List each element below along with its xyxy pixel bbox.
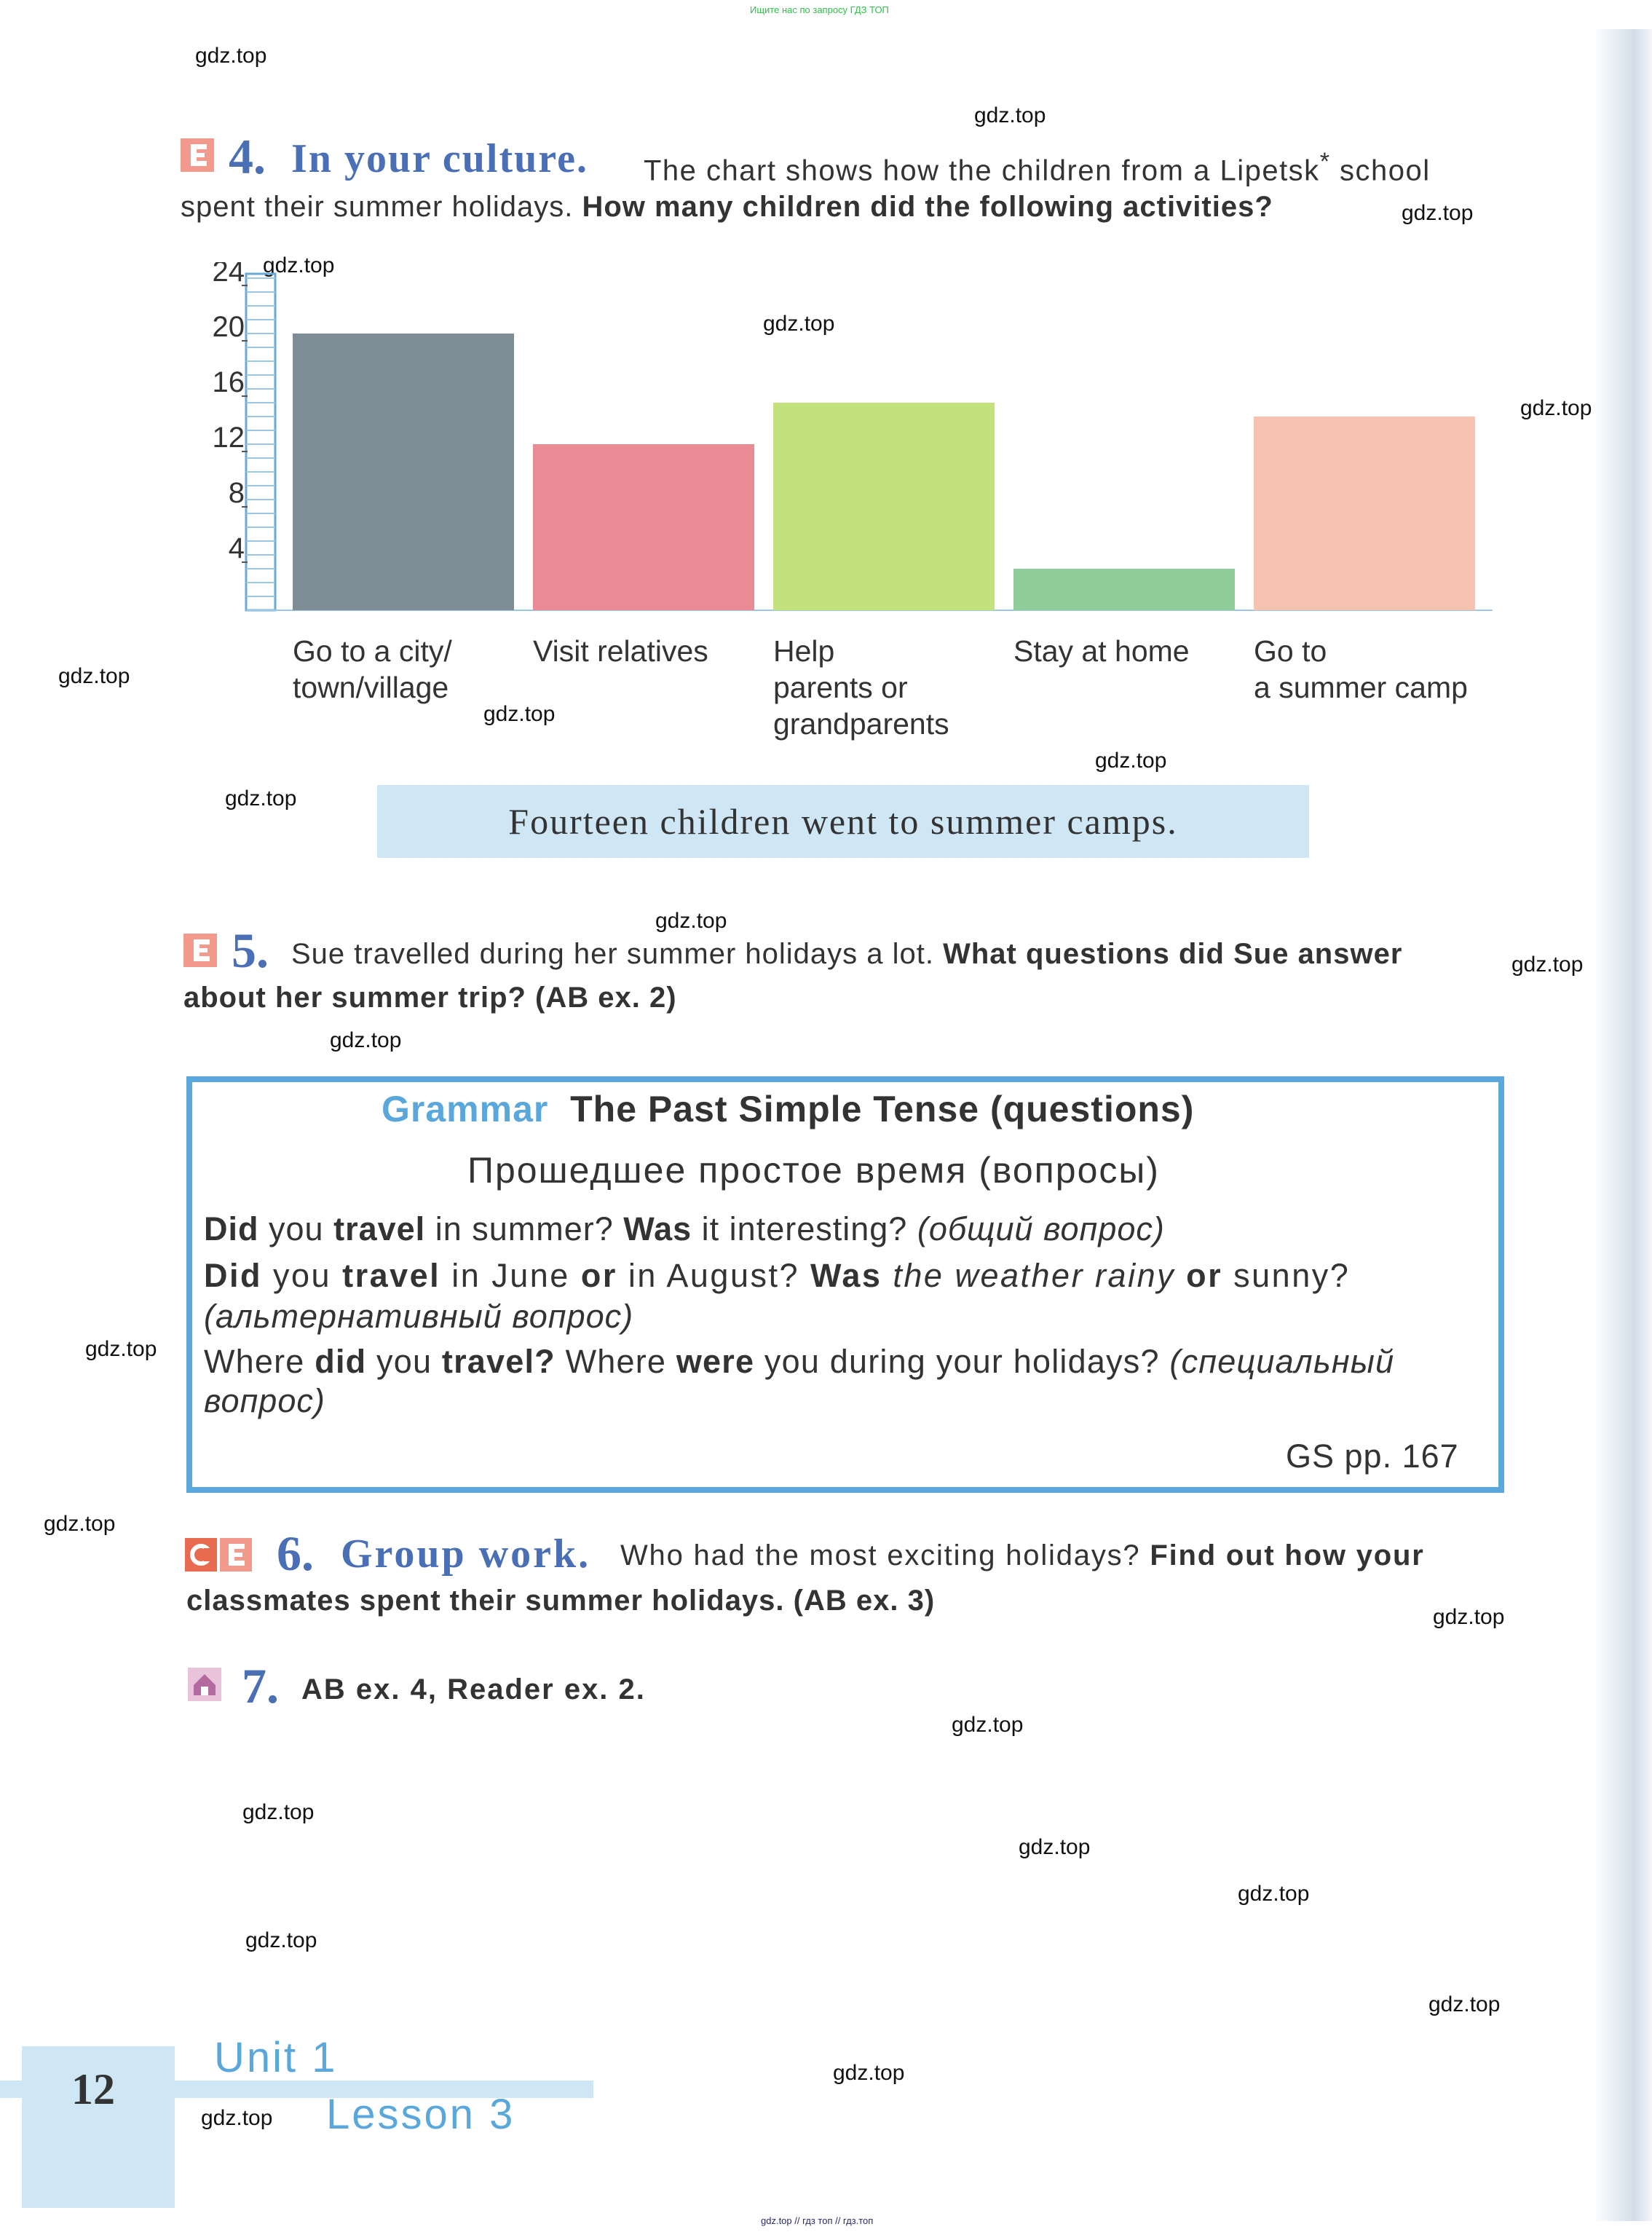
- y-tick-label: 24: [212, 262, 245, 288]
- e-exercise-icon: [183, 934, 217, 967]
- home-icon: [188, 1668, 221, 1701]
- watermark: gdz.top: [201, 2106, 273, 2130]
- x-category-label: Stay at home: [1013, 634, 1190, 668]
- watermark: gdz.top: [44, 1512, 116, 1536]
- x-category-label: Help: [773, 634, 835, 668]
- watermark: gdz.top: [1019, 1835, 1091, 1859]
- grammar-heading: Grammar The Past Simple Tense (questions): [382, 1089, 1195, 1129]
- page-edge-shadow: [1594, 29, 1652, 2221]
- x-category-label: a summer camp: [1254, 671, 1468, 704]
- bar-5: [1254, 417, 1475, 610]
- grammar-line-3: (альтернативный вопрос): [204, 1298, 634, 1335]
- watermark: gdz.top: [330, 1028, 402, 1052]
- grammar-reference: GS pp. 167: [1286, 1438, 1459, 1475]
- pair-group-icon: [185, 1538, 252, 1571]
- watermark: gdz.top: [1402, 201, 1474, 225]
- bar-2: [533, 444, 754, 610]
- watermark: gdz.top: [974, 103, 1046, 127]
- watermark: gdz.top: [263, 253, 335, 277]
- watermark: gdz.top: [1428, 1992, 1501, 2016]
- y-tick-label: 8: [228, 477, 245, 509]
- y-tick-label: 20: [212, 311, 245, 343]
- exercise-7-number: 7.: [242, 1658, 279, 1713]
- watermark: gdz.top: [242, 1800, 315, 1824]
- grammar-line-4: Where did you travel? Where were you during your holidays? (специальный: [204, 1343, 1395, 1380]
- exercise-5-number: 5.: [232, 923, 269, 978]
- bar-4: [1013, 569, 1235, 610]
- bar-chart-svg: [197, 262, 1493, 743]
- watermark: gdz.top: [1095, 749, 1167, 773]
- exercise-6-number: 6.: [277, 1526, 314, 1581]
- top-note: Ищите нас по запросу ГДЗ ТОП: [750, 4, 889, 15]
- grammar-line-5: вопрос): [204, 1382, 325, 1419]
- watermark: gdz.top: [952, 1713, 1024, 1737]
- bar-3: [773, 403, 995, 610]
- grammar-line-1: Did you travel in summer? Was it interesting? (общий вопрос): [204, 1210, 1165, 1247]
- exercise-6-title: Group work.: [341, 1531, 591, 1577]
- watermark: gdz.top: [195, 44, 267, 68]
- watermark: gdz.top: [763, 312, 835, 336]
- watermark: gdz.top: [1238, 1882, 1310, 1906]
- exercise-4-line2: spent their summer holidays. How many children did the following activities?: [181, 191, 1273, 223]
- y-tick-label: 4: [228, 532, 245, 564]
- y-tick-label: 16: [212, 366, 245, 398]
- exercise-6-line2: classmates spent their summer holidays. (AB ex. 3): [186, 1585, 936, 1617]
- y-tick-label: 12: [212, 422, 245, 454]
- grammar-subtitle: Прошедшее простое время (вопросы): [467, 1150, 1160, 1191]
- x-category-label: Go to: [1254, 634, 1327, 668]
- watermark: gdz.top: [225, 786, 297, 811]
- watermark: gdz.top: [58, 664, 130, 688]
- exercise-6-line1: Who had the most exciting holidays? Find out how your: [620, 1539, 1425, 1571]
- exercise-4-intro: The chart shows how the children from a Lipetsk* school: [644, 148, 1431, 187]
- watermark: gdz.top: [1511, 953, 1584, 977]
- x-category-label: parents or: [773, 671, 908, 704]
- exercise-4-number: 4.: [229, 129, 266, 184]
- watermark: gdz.top: [1520, 396, 1592, 420]
- exercise-7-text: AB ex. 4, Reader ex. 2.: [301, 1673, 646, 1705]
- x-category-label: Visit relatives: [533, 634, 708, 668]
- bar-chart: [197, 262, 1493, 743]
- bottom-note: gdz.top // гдз топ // гдз.топ: [761, 2215, 874, 2226]
- exercise-5-line1: Sue travelled during her summer holidays a lot. What questions did Sue answer: [291, 938, 1403, 970]
- x-category-label: grandparents: [773, 707, 949, 741]
- exercise-5-line2: about her summer trip? (AB ex. 2): [183, 982, 677, 1014]
- y-axis-ruler: [246, 274, 275, 610]
- exercise-4-title: In your culture.: [291, 136, 588, 181]
- grammar-line-2: Did you travel in June or in August? Was the weather rainy or sunny?: [204, 1257, 1351, 1294]
- e-exercise-icon: [181, 138, 214, 172]
- lesson-label: Lesson 3: [326, 2091, 515, 2138]
- x-category-label: Go to a city/: [293, 634, 452, 668]
- watermark: gdz.top: [655, 909, 727, 933]
- bar-1: [293, 334, 514, 610]
- page-number: 12: [71, 2065, 115, 2113]
- watermark: gdz.top: [1433, 1605, 1505, 1629]
- unit-label: Unit 1: [214, 2034, 338, 2081]
- x-category-label: town/village: [293, 671, 449, 704]
- watermark: gdz.top: [483, 702, 556, 726]
- example-answer-banner: Fourteen children went to summer camps.: [377, 785, 1309, 858]
- watermark: gdz.top: [245, 1928, 317, 1952]
- watermark: gdz.top: [85, 1337, 157, 1361]
- watermark: gdz.top: [833, 2061, 905, 2085]
